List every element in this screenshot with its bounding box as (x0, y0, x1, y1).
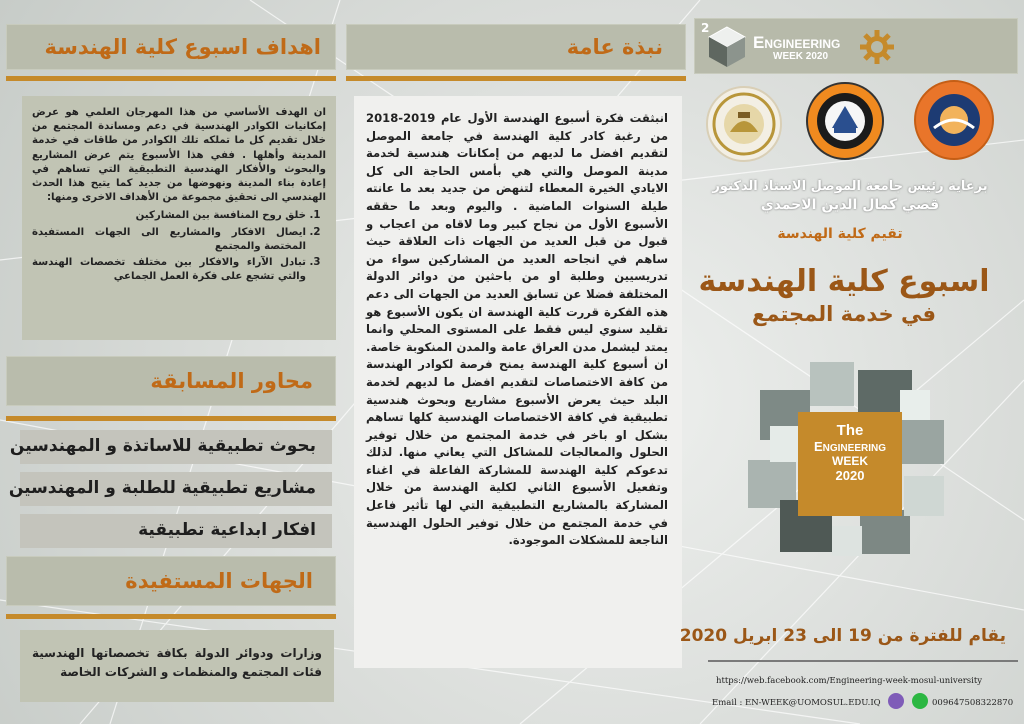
badge-line-3: WEEK (832, 454, 868, 468)
badge-line-1: The (836, 422, 864, 439)
facebook-url[interactable]: https://web.facebook.com/Engineering-week-mosul-university (716, 676, 983, 686)
overview-header-bar (346, 24, 686, 70)
overview-text: انبثقت فكرة أسبوع الهندسة الأول عام 2019-2018 من رغبة كادر كلية الهندسة في جامعة الموصل لتقديم افضل ما لديهم من إمكانات هندسية لخدمة مدينة الموصل والتي هي بأمس الحاجة الى كل الايادي الخيرة المعطاء لتنهض من جديد بعد ما عانته طيلة السنوات الماضية . واليوم وبعد ما حققه الأسبوع الأول من نجاح كبير وما لاقاه من اعجاب و قبول من قبل العديد من الجهات ذات العلاقة حيث ساهم في انجاحه العديد من المشاركين سواء من تدريسيين وطلبة او من باحثين من دوائر الدولة المختلفة فضلا عن تسابق العديد من الجهات الى دعم هذه الفكرة قررت كلية الهندسة ان يكون الأسبوع هو تقليد سنوي ليس فقط على المستوى المحلي وانما يمتد ليشمل مدن العراق عامة والمدن المنكوبة خاصة. ان أسبوع كلية الهندسة يمنح فرصة لكوادر الهندسة من كافة الاختصاصات لتقديم افضل ما لديهم لخدمة البلد حيث يعرض الأسبوع مشاريع وبحوث هندسية تطبيقية في كافة الاختصاصات الهندسية كلها تساهم بشكل او باخر في خدمة المجتمع من خلال توفير الحلول والمعالجات للمشاكل التي يعاني منها. لذلك تدعوكم كلية الهندسة للمشاركة الفاعلة في اغناء وتفعيل الأسبوع الثاني لكلية الهندسة من خلال المشاركة بالمشاريع التطبيقية التي لها تأثير فاعل في خدمة المجتمع من خلال توفير الحلول الهندسية الناجعة للمشكلات الموجودة. (366, 111, 668, 548)
gear-icon (859, 29, 895, 65)
axis-item-1: بحوث تطبيقية للاساتذة و المهندسين (20, 430, 332, 464)
goal-item-1: 1. خلق روح المنافسة بين المشاركين (32, 209, 306, 223)
axes-divider (6, 416, 336, 421)
goals-intro: ان الهدف الأساسي من هذا المهرجان العلمي هو عرض إمكانيات الكوادر الهندسية في دعم ومساندة المجتمع من خلال تقديم كل ما تملكه تلك الكوادر من طاقات في خدمة المدينة وأهلها . ففي هذا الأسبوع يتم عرض المشاريع والبحوث والأفكار الهندسية التطبيقية التي تساهم في إعادة بناء المدينة ونهوضها من جديد كما يتيح هذا الحدث الهندسي الى تحقيق مجموعة من الأهداف الاخرى ومنها: (32, 107, 326, 204)
logo-initial: E (753, 33, 765, 52)
beneficiaries-divider (6, 614, 336, 619)
beneficiaries-box (20, 630, 334, 702)
logo-week: WEEK 2020 (773, 51, 829, 62)
main-title: اسبوع كلية الهندسة (698, 264, 990, 299)
footer-divider (708, 660, 1018, 662)
email-address[interactable]: Email : EN-WEEK@UOMOSUL.EDU.IQ (712, 698, 881, 708)
sub-title: في خدمة المجتمع (752, 302, 936, 326)
goals-header-bar (6, 24, 336, 70)
beneficiaries-header-bar (6, 556, 336, 606)
event-logo-bar (694, 18, 1018, 74)
badge-line-4: 2020 (835, 468, 865, 483)
overview-header: نبذة عامة (566, 35, 663, 59)
beneficiaries-text: وزارات ودوائر الدولة بكافة تخصصاتها الهندسية فئات المجتمع والمنظمات و الشركات الخاصة (32, 646, 322, 679)
cube-logo-icon (705, 23, 749, 71)
sponsor-line-2: قصي كمال الدين الاحمدي (760, 197, 940, 213)
goal-item-2: 2. ايصال الافكار والمشاريع الى الجهات المستفيدة المختصة والمجتمع (32, 226, 306, 254)
university-emblem-icon (808, 84, 882, 158)
axis-item-3: افكار ابداعية تطبيقية (20, 514, 332, 548)
goals-list (32, 209, 326, 284)
ministry-logo (706, 86, 782, 162)
goals-header: اهداف اسبوع كلية الهندسة (44, 35, 321, 59)
ministry-emblem-icon (708, 88, 780, 160)
badge-line-2 (798, 439, 902, 454)
logo-text (753, 33, 840, 62)
date-text: يقام للفترة من 19 الى 23 ابريل 2020 (679, 626, 1006, 646)
cubes-graphic (740, 350, 960, 570)
college-emblem-icon (916, 82, 992, 158)
organizer: تقيم كلية الهندسة (777, 226, 903, 242)
goal-item-3: 3. تبادل الآراء والافكار بين مختلف تخصصات الهندسة والتي تشجع على فكرة العمل الجماعي (32, 256, 306, 284)
college-logo (914, 80, 994, 160)
university-logo (806, 82, 884, 160)
badge-initial: E (813, 439, 823, 454)
whatsapp-icon (912, 693, 928, 709)
goals-divider (6, 76, 336, 81)
logo-rest: NGINEERING (764, 37, 841, 51)
axis-item-2: مشاريع تطبيقية للطلبة و المهندسين (20, 472, 332, 506)
overview-box (354, 96, 682, 668)
beneficiaries-header: الجهات المستفيدة (125, 569, 313, 593)
sponsor-line-1: برعاية رئيس جامعة الموصل الاستاذ الدكتور (712, 179, 988, 194)
badge-rest: NGINEERING (822, 443, 886, 454)
axes-header-bar (6, 356, 336, 406)
viber-icon (888, 693, 904, 709)
sponsor-block (700, 178, 1000, 214)
logo-number: 2 (701, 21, 710, 35)
goals-box (22, 96, 336, 340)
center-badge (798, 412, 902, 516)
axes-header: محاور المسابقة (150, 369, 313, 393)
phone-number[interactable]: 009647508322870 (932, 698, 1014, 708)
overview-divider (346, 76, 686, 81)
